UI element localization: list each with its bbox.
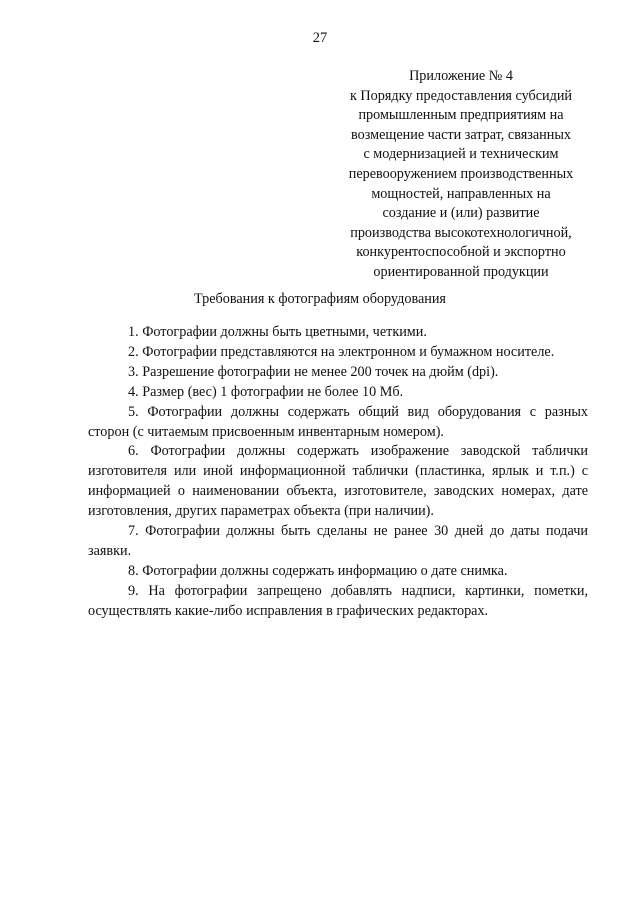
requirement-item: 7. Фотографии должны быть сделаны не ранее 30 дней до даты подачи заявки. <box>88 523 588 559</box>
annex-line: промышленным предприятиям на <box>358 107 564 124</box>
annex-line: перевооружением производственных <box>348 165 574 182</box>
annex-line: возмещение части затрат, связанных <box>351 126 571 143</box>
requirement-item: 8. Фотографии должны содержать информацию о дате снимка. <box>128 562 508 579</box>
requirement-item: 2. Фотографии представляются на электронном и бумажном носителе. <box>128 343 555 360</box>
requirement-item: 4. Размер (вес) 1 фотографии не более 10 Мб. <box>128 383 404 400</box>
annex-line: создание и (или) развитие <box>382 205 540 222</box>
annex-line: ориентированной продукции <box>373 263 549 280</box>
requirements-list <box>88 323 588 622</box>
annex-line: конкурентоспособной и экспортно <box>356 244 566 261</box>
annex-line: мощностей, направленных на <box>371 185 551 202</box>
annex-line: к Порядку предоставления субсидий <box>349 87 573 104</box>
annex-line: производства высокотехнологичной, <box>350 224 572 241</box>
requirement-item: 5. Фотографии должны содержать общий вид оборудования с разных сторон (с читаемым присвоенным инвентарным номером). <box>88 403 588 440</box>
requirement-item: 1. Фотографии должны быть цветными, четкими. <box>128 324 427 340</box>
requirement-item: 6. Фотографии должны содержать изображение заводской таблички изготовителя или иной информационной таблички (пластинка, ярлык и т.п.) с информацией о наименовании объекта, изготовителе, заводских номерах, дате изготовления, других параметрах объекта (при наличии). <box>88 443 588 520</box>
annex-line: Приложение № 4 <box>409 68 513 84</box>
requirement-item: 9. На фотографии запрещено добавлять надписи, картинки, пометки, осуществлять какие-либо исправления в графических редакторах. <box>88 582 588 619</box>
annex-line: с модернизацией и техническим <box>363 146 559 163</box>
page-number: 27 <box>312 30 328 46</box>
document-title: Требования к фотографиям оборудования <box>194 291 446 307</box>
annex-header <box>332 67 590 283</box>
requirement-item: 3. Разрешение фотографии не менее 200 точек на дюйм (dpi). <box>128 363 499 380</box>
